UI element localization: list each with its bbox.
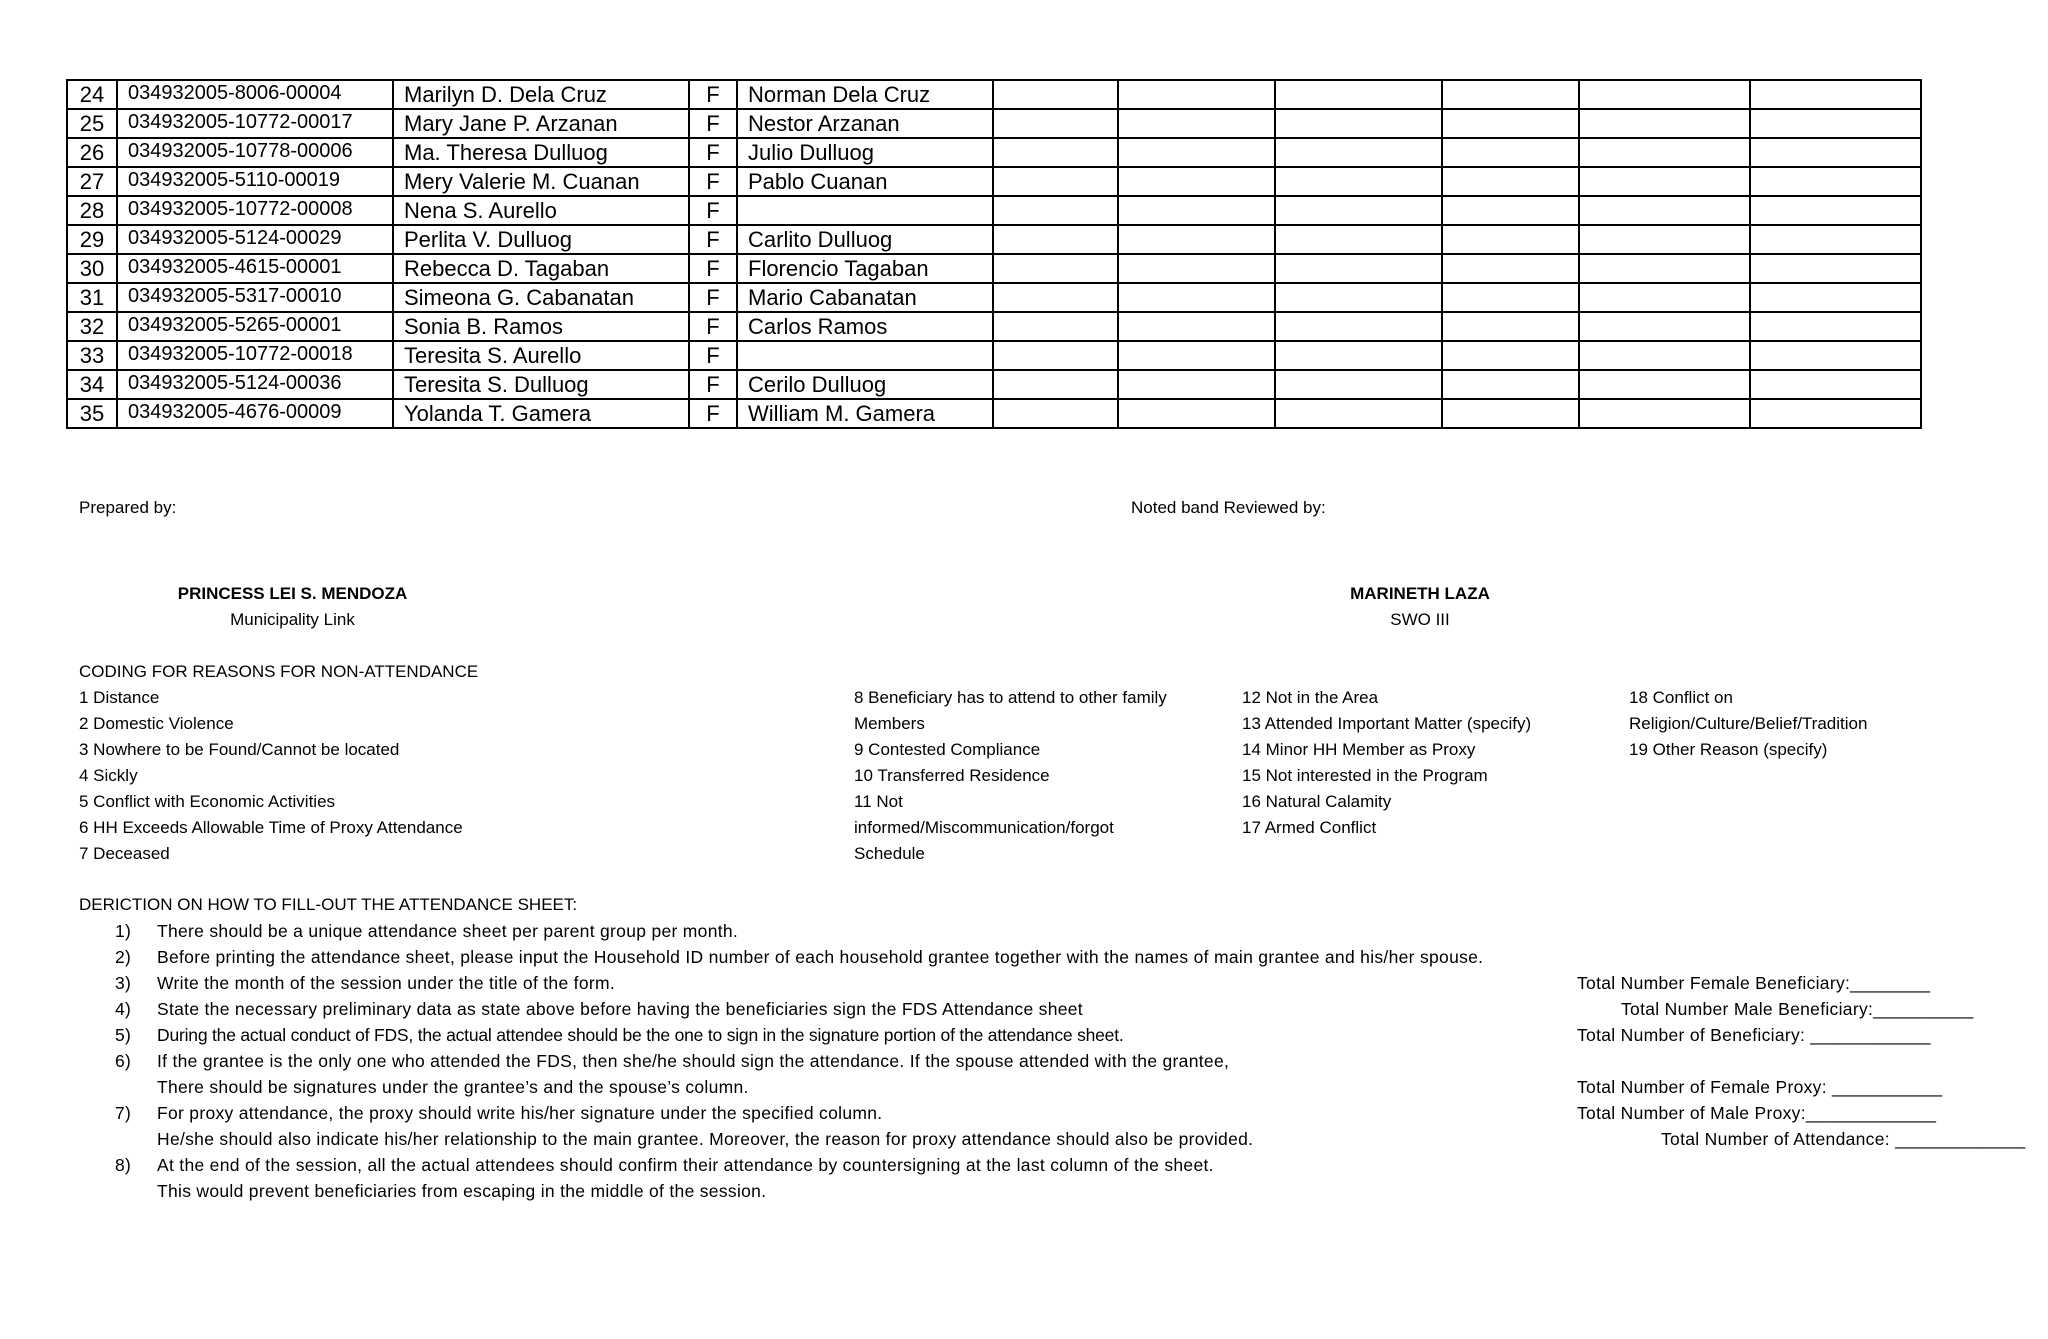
grantee-name-cell: Marilyn D. Dela Cruz — [393, 80, 689, 109]
blank-signature-cell — [1275, 80, 1442, 109]
sex-cell: F — [689, 109, 737, 138]
blank-signature-cell — [1579, 254, 1750, 283]
blank-signature-cell — [1579, 399, 1750, 428]
grantee-name-cell: Mery Valerie M. Cuanan — [393, 167, 689, 196]
direction-item — [115, 996, 1483, 1022]
blank-signature-cell — [1579, 167, 1750, 196]
spouse-name-cell: Pablo Cuanan — [737, 167, 993, 196]
direction-number: 3) — [115, 973, 132, 993]
table-row — [67, 283, 1921, 312]
blank-signature-cell — [1442, 196, 1579, 225]
coding-item: 10 Transferred Residence — [854, 766, 1050, 785]
row-number-cell: 33 — [67, 341, 117, 370]
blank-signature-cell — [1579, 196, 1750, 225]
blank-signature-cell — [1579, 283, 1750, 312]
blank-signature-cell — [1118, 399, 1275, 428]
blank-signature-cell — [1118, 109, 1275, 138]
blank-signature-cell — [1579, 370, 1750, 399]
direction-text: If the grantee is the only one who attended the FDS, then she/he should sign the attendance. If the spouse attended with the grantee, — [157, 1051, 1230, 1071]
directions-heading: DERICTION ON HOW TO FILL-OUT THE ATTENDANCE SHEET: — [79, 895, 578, 914]
blank-signature-cell — [993, 341, 1118, 370]
coding-item: 16 Natural Calamity — [1242, 792, 1392, 811]
reviewer-name: MARINETH LAZA — [1350, 584, 1490, 603]
blank-signature-cell — [1750, 196, 1921, 225]
blank-signature-cell — [993, 167, 1118, 196]
blank-signature-cell — [1750, 138, 1921, 167]
direction-item — [115, 1048, 1483, 1074]
blank-signature-cell — [1442, 167, 1579, 196]
table-row — [67, 80, 1921, 109]
blank-signature-cell — [1118, 80, 1275, 109]
blank-signature-cell — [993, 109, 1118, 138]
coding-item: 1 Distance — [79, 688, 160, 707]
coding-item: 7 Deceased — [79, 844, 170, 863]
coding-item: 14 Minor HH Member as Proxy — [1242, 740, 1476, 759]
spouse-name-cell: Nestor Arzanan — [737, 109, 993, 138]
table-row — [67, 167, 1921, 196]
blank-signature-cell — [1579, 312, 1750, 341]
total-beneficiary: Total Number of Beneficiary: ____________ — [1577, 1025, 1931, 1045]
blank-signature-cell — [1579, 341, 1750, 370]
row-number-cell: 26 — [67, 138, 117, 167]
direction-number: 6) — [115, 1051, 132, 1071]
row-number-cell: 27 — [67, 167, 117, 196]
grantee-name-cell: Yolanda T. Gamera — [393, 399, 689, 428]
direction-number: 7) — [115, 1103, 132, 1123]
grantee-name-cell: Simeona G. Cabanatan — [393, 283, 689, 312]
blank-signature-cell — [1275, 283, 1442, 312]
household-id-cell: 034932005-10772-00017 — [117, 109, 393, 138]
grantee-name-cell: Teresita S. Dulluog — [393, 370, 689, 399]
grantee-name-cell: Perlita V. Dulluog — [393, 225, 689, 254]
row-number-cell: 28 — [67, 196, 117, 225]
blank-signature-cell — [1750, 167, 1921, 196]
total-attendance: Total Number of Attendance: _____________ — [1661, 1129, 2026, 1149]
sex-cell: F — [689, 254, 737, 283]
blank-signature-cell — [1442, 283, 1579, 312]
table-row — [67, 370, 1921, 399]
sex-cell: F — [689, 225, 737, 254]
blank-signature-cell — [1442, 80, 1579, 109]
blank-signature-cell — [1118, 341, 1275, 370]
direction-text: He/she should also indicate his/her relationship to the main grantee. Moreover, the reason for proxy attendance should also be provided. — [157, 1129, 1254, 1149]
blank-signature-cell — [1275, 312, 1442, 341]
total-female-beneficiary: Total Number Female Beneficiary:________ — [1577, 973, 1931, 993]
table-row — [67, 138, 1921, 167]
prepared-by-label: Prepared by: — [79, 498, 177, 517]
blank-signature-cell — [1118, 312, 1275, 341]
blank-signature-cell — [1579, 225, 1750, 254]
row-number-cell: 25 — [67, 109, 117, 138]
spouse-name-cell: William M. Gamera — [737, 399, 993, 428]
blank-signature-cell — [1750, 312, 1921, 341]
direction-text: During the actual conduct of FDS, the actual attendee should be the one to sign in the signature portion of the attendance sheet. — [157, 1025, 1124, 1045]
row-number-cell: 32 — [67, 312, 117, 341]
sex-cell: F — [689, 80, 737, 109]
blank-signature-cell — [1442, 341, 1579, 370]
blank-signature-cell — [1579, 109, 1750, 138]
blank-signature-cell — [1442, 109, 1579, 138]
blank-signature-cell — [1442, 399, 1579, 428]
coding-item: 8 Beneficiary has to attend to other family — [854, 688, 1167, 707]
direction-text: For proxy attendance, the proxy should write his/her signature under the specified column. — [157, 1103, 883, 1123]
spouse-name-cell: Mario Cabanatan — [737, 283, 993, 312]
blank-signature-cell — [1118, 167, 1275, 196]
spouse-name-cell: Carlos Ramos — [737, 312, 993, 341]
row-number-cell: 30 — [67, 254, 117, 283]
direction-number: 8) — [115, 1155, 132, 1175]
table-row — [67, 254, 1921, 283]
blank-signature-cell — [1275, 109, 1442, 138]
blank-signature-cell — [1442, 370, 1579, 399]
preparer-title: Municipality Link — [230, 610, 355, 629]
household-id-cell: 034932005-10778-00006 — [117, 138, 393, 167]
attendance-table — [66, 79, 1922, 429]
direction-text: There should be a unique attendance sheet per parent group per month. — [157, 921, 739, 941]
direction-text: Write the month of the session under the title of the form. — [157, 973, 616, 993]
blank-signature-cell — [1750, 225, 1921, 254]
coding-item: 3 Nowhere to be Found/Cannot be located — [79, 740, 400, 759]
coding-column-4 — [1629, 685, 1867, 763]
direction-text: At the end of the session, all the actual attendees should confirm their attendance by countersigning at the last column of the sheet. — [157, 1155, 1214, 1175]
spouse-name-cell: Carlito Dulluog — [737, 225, 993, 254]
spouse-name-cell: Norman Dela Cruz — [737, 80, 993, 109]
direction-item — [115, 1022, 1483, 1048]
grantee-name-cell: Teresita S. Aurello — [393, 341, 689, 370]
reviewer-title: SWO III — [1390, 610, 1450, 629]
grantee-name-cell: Nena S. Aurello — [393, 196, 689, 225]
coding-item: 19 Other Reason (specify) — [1629, 740, 1828, 759]
total-male-proxy: Total Number of Male Proxy:_____________ — [1577, 1103, 1937, 1123]
blank-signature-cell — [1579, 80, 1750, 109]
blank-signature-cell — [1275, 225, 1442, 254]
direction-item — [115, 1152, 1483, 1178]
coding-item: Religion/Culture/Belief/Tradition — [1629, 714, 1868, 733]
household-id-cell: 034932005-5317-00010 — [117, 283, 393, 312]
total-female-proxy: Total Number of Female Proxy: ___________ — [1577, 1077, 1943, 1097]
household-id-cell: 034932005-4676-00009 — [117, 399, 393, 428]
blank-signature-cell — [1750, 283, 1921, 312]
coding-item: 6 HH Exceeds Allowable Time of Proxy Attendance — [79, 818, 463, 837]
direction-number — [115, 1074, 157, 1100]
sex-cell: F — [689, 341, 737, 370]
household-id-cell: 034932005-5124-00036 — [117, 370, 393, 399]
coding-column-1 — [79, 685, 463, 867]
direction-number: 5) — [115, 1025, 132, 1045]
row-number-cell: 34 — [67, 370, 117, 399]
blank-signature-cell — [1275, 254, 1442, 283]
coding-item: 15 Not interested in the Program — [1242, 766, 1488, 785]
coding-item: Members — [854, 714, 925, 733]
table-row — [67, 225, 1921, 254]
sex-cell: F — [689, 399, 737, 428]
direction-item — [115, 1074, 1483, 1100]
direction-number: 4) — [115, 999, 132, 1019]
blank-signature-cell — [1750, 109, 1921, 138]
blank-signature-cell — [1750, 370, 1921, 399]
table-row — [67, 196, 1921, 225]
sex-cell: F — [689, 167, 737, 196]
direction-item — [115, 1178, 1483, 1204]
direction-text: There should be signatures under the grantee’s and the spouse’s column. — [157, 1077, 749, 1097]
blank-signature-cell — [1579, 138, 1750, 167]
blank-signature-cell — [993, 254, 1118, 283]
blank-signature-cell — [993, 80, 1118, 109]
coding-item: 11 Not — [854, 792, 903, 811]
direction-item — [115, 1100, 1483, 1126]
direction-item — [115, 1126, 1483, 1152]
spouse-name-cell: Julio Dulluog — [737, 138, 993, 167]
direction-item — [115, 970, 1483, 996]
spouse-name-cell: Florencio Tagaban — [737, 254, 993, 283]
direction-item — [115, 918, 1483, 944]
direction-number — [115, 1126, 157, 1152]
sex-cell: F — [689, 370, 737, 399]
blank-signature-cell — [993, 225, 1118, 254]
noted-by-label: Noted band Reviewed by: — [1131, 498, 1326, 517]
direction-number: 2) — [115, 947, 132, 967]
preparer-name: PRINCESS LEI S. MENDOZA — [177, 584, 408, 603]
row-number-cell: 31 — [67, 283, 117, 312]
blank-signature-cell — [1118, 254, 1275, 283]
blank-signature-cell — [1750, 254, 1921, 283]
directions-list — [115, 918, 1483, 1204]
blank-signature-cell — [1750, 341, 1921, 370]
blank-signature-cell — [1275, 341, 1442, 370]
household-id-cell: 034932005-10772-00008 — [117, 196, 393, 225]
blank-signature-cell — [993, 138, 1118, 167]
household-id-cell: 034932005-4615-00001 — [117, 254, 393, 283]
blank-signature-cell — [1442, 138, 1579, 167]
grantee-name-cell: Rebecca D. Tagaban — [393, 254, 689, 283]
grantee-name-cell: Sonia B. Ramos — [393, 312, 689, 341]
blank-signature-cell — [1442, 225, 1579, 254]
direction-text: This would prevent beneficiaries from escaping in the middle of the session. — [157, 1181, 767, 1201]
sex-cell: F — [689, 312, 737, 341]
blank-signature-cell — [1275, 138, 1442, 167]
blank-signature-cell — [1118, 370, 1275, 399]
blank-signature-cell — [1750, 80, 1921, 109]
household-id-cell: 034932005-10772-00018 — [117, 341, 393, 370]
spouse-name-cell: Cerilo Dulluog — [737, 370, 993, 399]
table-row — [67, 312, 1921, 341]
blank-signature-cell — [993, 312, 1118, 341]
coding-item: 17 Armed Conflict — [1242, 818, 1377, 837]
direction-number: 1) — [115, 921, 132, 941]
spouse-name-cell — [737, 196, 993, 225]
grantee-name-cell: Ma. Theresa Dulluog — [393, 138, 689, 167]
blank-signature-cell — [1275, 167, 1442, 196]
table-row — [67, 399, 1921, 428]
sex-cell: F — [689, 283, 737, 312]
direction-text: Before printing the attendance sheet, please input the Household ID number of each household grantee together with the names of main grantee and his/her spouse. — [157, 947, 1484, 967]
blank-signature-cell — [1442, 312, 1579, 341]
direction-number — [115, 1178, 157, 1204]
blank-signature-cell — [993, 196, 1118, 225]
blank-signature-cell — [1275, 370, 1442, 399]
coding-item: 13 Attended Important Matter (specify) — [1242, 714, 1532, 733]
blank-signature-cell — [993, 283, 1118, 312]
coding-item: 5 Conflict with Economic Activities — [79, 792, 336, 811]
grantee-name-cell: Mary Jane P. Arzanan — [393, 109, 689, 138]
household-id-cell: 034932005-5110-00019 — [117, 167, 393, 196]
coding-column-3 — [1242, 685, 1531, 841]
blank-signature-cell — [1442, 254, 1579, 283]
blank-signature-cell — [1118, 138, 1275, 167]
household-id-cell: 034932005-5124-00029 — [117, 225, 393, 254]
sex-cell: F — [689, 196, 737, 225]
row-number-cell: 29 — [67, 225, 117, 254]
blank-signature-cell — [1118, 225, 1275, 254]
row-number-cell: 35 — [67, 399, 117, 428]
coding-item: 2 Domestic Violence — [79, 714, 234, 733]
coding-item: 9 Contested Compliance — [854, 740, 1041, 759]
coding-item: 4 Sickly — [79, 766, 138, 785]
coding-item: 18 Conflict on — [1629, 688, 1733, 707]
row-number-cell: 24 — [67, 80, 117, 109]
blank-signature-cell — [993, 370, 1118, 399]
direction-item — [115, 944, 1483, 970]
attendance-table-body — [67, 80, 1921, 428]
coding-item: Schedule — [854, 844, 925, 863]
blank-signature-cell — [993, 399, 1118, 428]
direction-text: State the necessary preliminary data as state above before having the beneficiaries sign the FDS Attendance sheet — [157, 999, 1083, 1019]
household-id-cell: 034932005-5265-00001 — [117, 312, 393, 341]
spouse-name-cell — [737, 341, 993, 370]
blank-signature-cell — [1118, 283, 1275, 312]
blank-signature-cell — [1750, 399, 1921, 428]
table-row — [67, 109, 1921, 138]
coding-item: 12 Not in the Area — [1242, 688, 1379, 707]
household-id-cell: 034932005-8006-00004 — [117, 80, 393, 109]
coding-item: informed/Miscommunication/forgot — [854, 818, 1114, 837]
table-row — [67, 341, 1921, 370]
blank-signature-cell — [1118, 196, 1275, 225]
total-male-beneficiary: Total Number Male Beneficiary:__________ — [1621, 999, 1974, 1019]
coding-heading: CODING FOR REASONS FOR NON-ATTENDANCE — [79, 662, 479, 681]
blank-signature-cell — [1275, 399, 1442, 428]
blank-signature-cell — [1275, 196, 1442, 225]
coding-column-2 — [854, 685, 1167, 867]
sex-cell: F — [689, 138, 737, 167]
